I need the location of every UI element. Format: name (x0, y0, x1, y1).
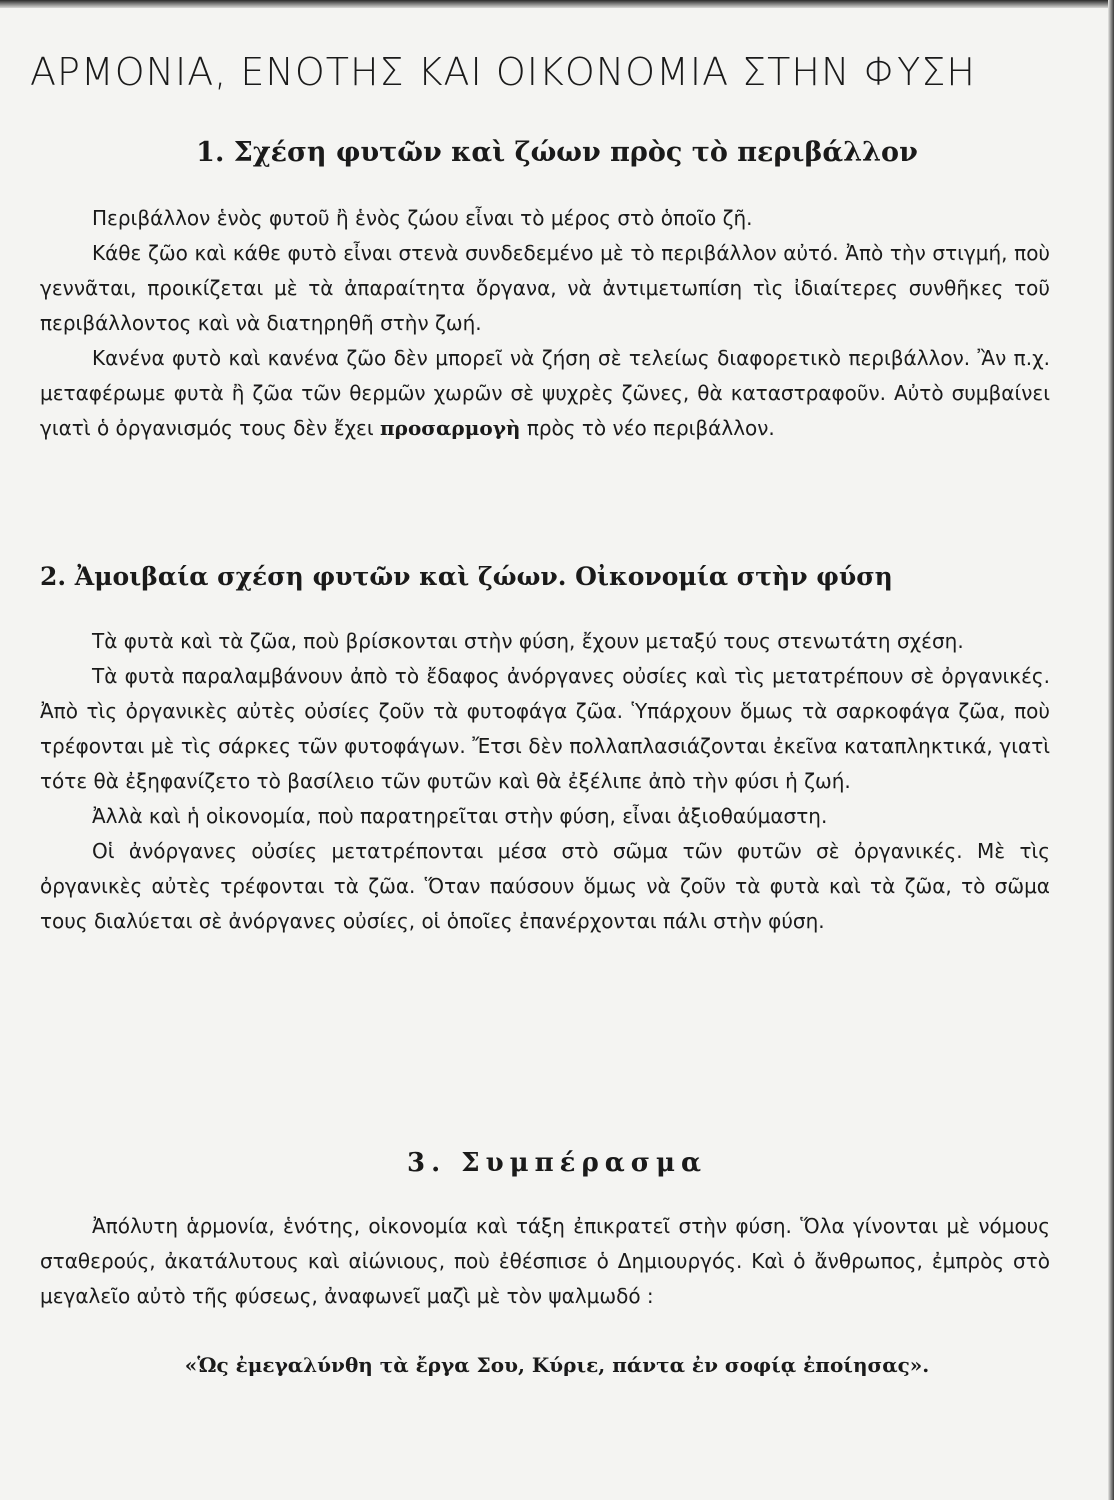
section-1-body (40, 201, 1050, 446)
psalm-quote: «Ὡς ἐμεγαλύνθη τὰ ἔργα Σου, Κύριε, πάντα ἐν σοφίᾳ ἐποίησας». (184, 1353, 930, 1377)
section-2-heading: 2. Ἀμοιβαία σχέση φυτῶν καὶ ζώων. Οἰκονομία στὴν φύση (40, 562, 893, 591)
section-1-paragraph-3-text-a: Κανένα φυτὸ καὶ κανένα ζῶο δὲν μπορεῖ νὰ ζήση σὲ τελείως διαφορετικὸ περιβάλλον. Ἂν π.χ. μεταφέρωμε φυτὰ ἢ ζῶα τῶν θερμῶν χωρῶν σὲ ψυχρὲς ζῶνες, θὰ καταστραφοῦν. Αὐτὸ συμβαίνει γιατὶ ὁ ὀργανισμός τους δὲν ἔχει (40, 346, 1050, 440)
section-2-paragraph-2: Τὰ φυτὰ παραλαμβάνουν ἀπὸ τὸ ἔδαφος ἀνόργανες οὐσίες καὶ τὶς μετατρέπουν σὲ ὀργανικές. Ἀπὸ τὶς ὀργανικὲς αὐτὲς οὐσίες ζοῦν τὰ φυτοφάγα ζῶα. Ὑπάρχουν ὅμως τὰ σαρκοφάγα ζῶα, ποὺ τρέφονται μὲ τὶς σάρκες τῶν φυτοφάγων. Ἔτσι δὲν πολλαπλασιάζονται ἐκεῖνα καταπληκτικά, γιατὶ τότε θὰ ἐξηφανίζετο τὸ βασίλειο τῶν φυτῶν καὶ θὰ ἐξέλιπε ἀπὸ τὴν φύσι ἡ ζωή. (40, 664, 1050, 793)
bold-term-prosarmogi: προσαρμογὴ (380, 416, 521, 440)
section-3-body (40, 1209, 1050, 1314)
section-3-heading: 3. Συμπέρασμα (407, 1148, 707, 1178)
section-2-paragraph-1: Τὰ φυτὰ καὶ τὰ ζῶα, ποὺ βρίσκονται στὴν φύση, ἔχουν μεταξύ τους στενωτάτη σχέση. (92, 629, 964, 653)
section-2-body (40, 624, 1050, 939)
section-1-paragraph-3-text-b: πρὸς τὸ νέο περιβάλλον. (526, 416, 775, 440)
section-1-paragraph-1: Περιβάλλον ἑνὸς φυτοῦ ἢ ἑνὸς ζώου εἶναι τὸ μέρος στὸ ὁποῖο ζῆ. (92, 206, 753, 230)
section-1-heading: 1. Σχέση φυτῶν καὶ ζώων πρὸς τὸ περιβάλλον (196, 137, 918, 168)
section-1-paragraph-2: Κάθε ζῶο καὶ κάθε φυτὸ εἶναι στενὰ συνδεδεμένο μὲ τὸ περιβάλλον αὐτό. Ἀπὸ τὴν στιγμή, ποὺ γεννᾶται, προικίζεται μὲ τὰ ἀπαραίτητα ὄργανα, νὰ ἀντιμετωπίση τὶς ἰδιαίτερες συνθῆκες τοῦ περιβάλλοντος καὶ νὰ διατηρηθῆ στὴν ζωή. (40, 241, 1050, 335)
page-title: ΑΡΜΟΝΙΑ, ΕΝΟΤΗΣ ΚΑΙ ΟΙΚΟΝΟΜΙΑ ΣΤΗΝ ΦΥΣΗ (30, 50, 976, 94)
section-3-paragraph-1: Ἀπόλυτη ἁρμονία, ἑνότης, οἰκονομία καὶ τάξη ἐπικρατεῖ στὴν φύση. Ὅλα γίνονται μὲ νόμους σταθερούς, ἀκατάλυτους καὶ αἰώνιους, ποὺ ἐθέσπισε ὁ Δημιουργός. Καὶ ὁ ἄνθρωπος, ἐμπρὸς στὸ μεγαλεῖο αὐτὸ τῆς φύσεως, ἀναφωνεῖ μαζὶ μὲ τὸν ψαλμωδό : (40, 1214, 1050, 1308)
section-1-paragraph-3 (40, 341, 1050, 446)
section-2-paragraph-4: Οἱ ἀνόργανες οὐσίες μετατρέπονται μέσα στὸ σῶμα τῶν φυτῶν σὲ ὀργανικές. Μὲ τὶς ὀργανικὲς αὐτὲς τρέφονται τὰ ζῶα. Ὅταν παύσουν ὅμως νὰ ζοῦν τὰ φυτὰ καὶ τὰ ζῶα, τὸ σῶμα τους διαλύεται σὲ ἀνόργανες οὐσίες, οἱ ὁποῖες ἐπανέρχονται πάλι στὴν φύση. (40, 839, 1050, 933)
section-2-paragraph-3: Ἀλλὰ καὶ ἡ οἰκονομία, ποὺ παρατηρεῖται στὴν φύση, εἶναι ἀξιοθαύμαστη. (92, 804, 828, 828)
